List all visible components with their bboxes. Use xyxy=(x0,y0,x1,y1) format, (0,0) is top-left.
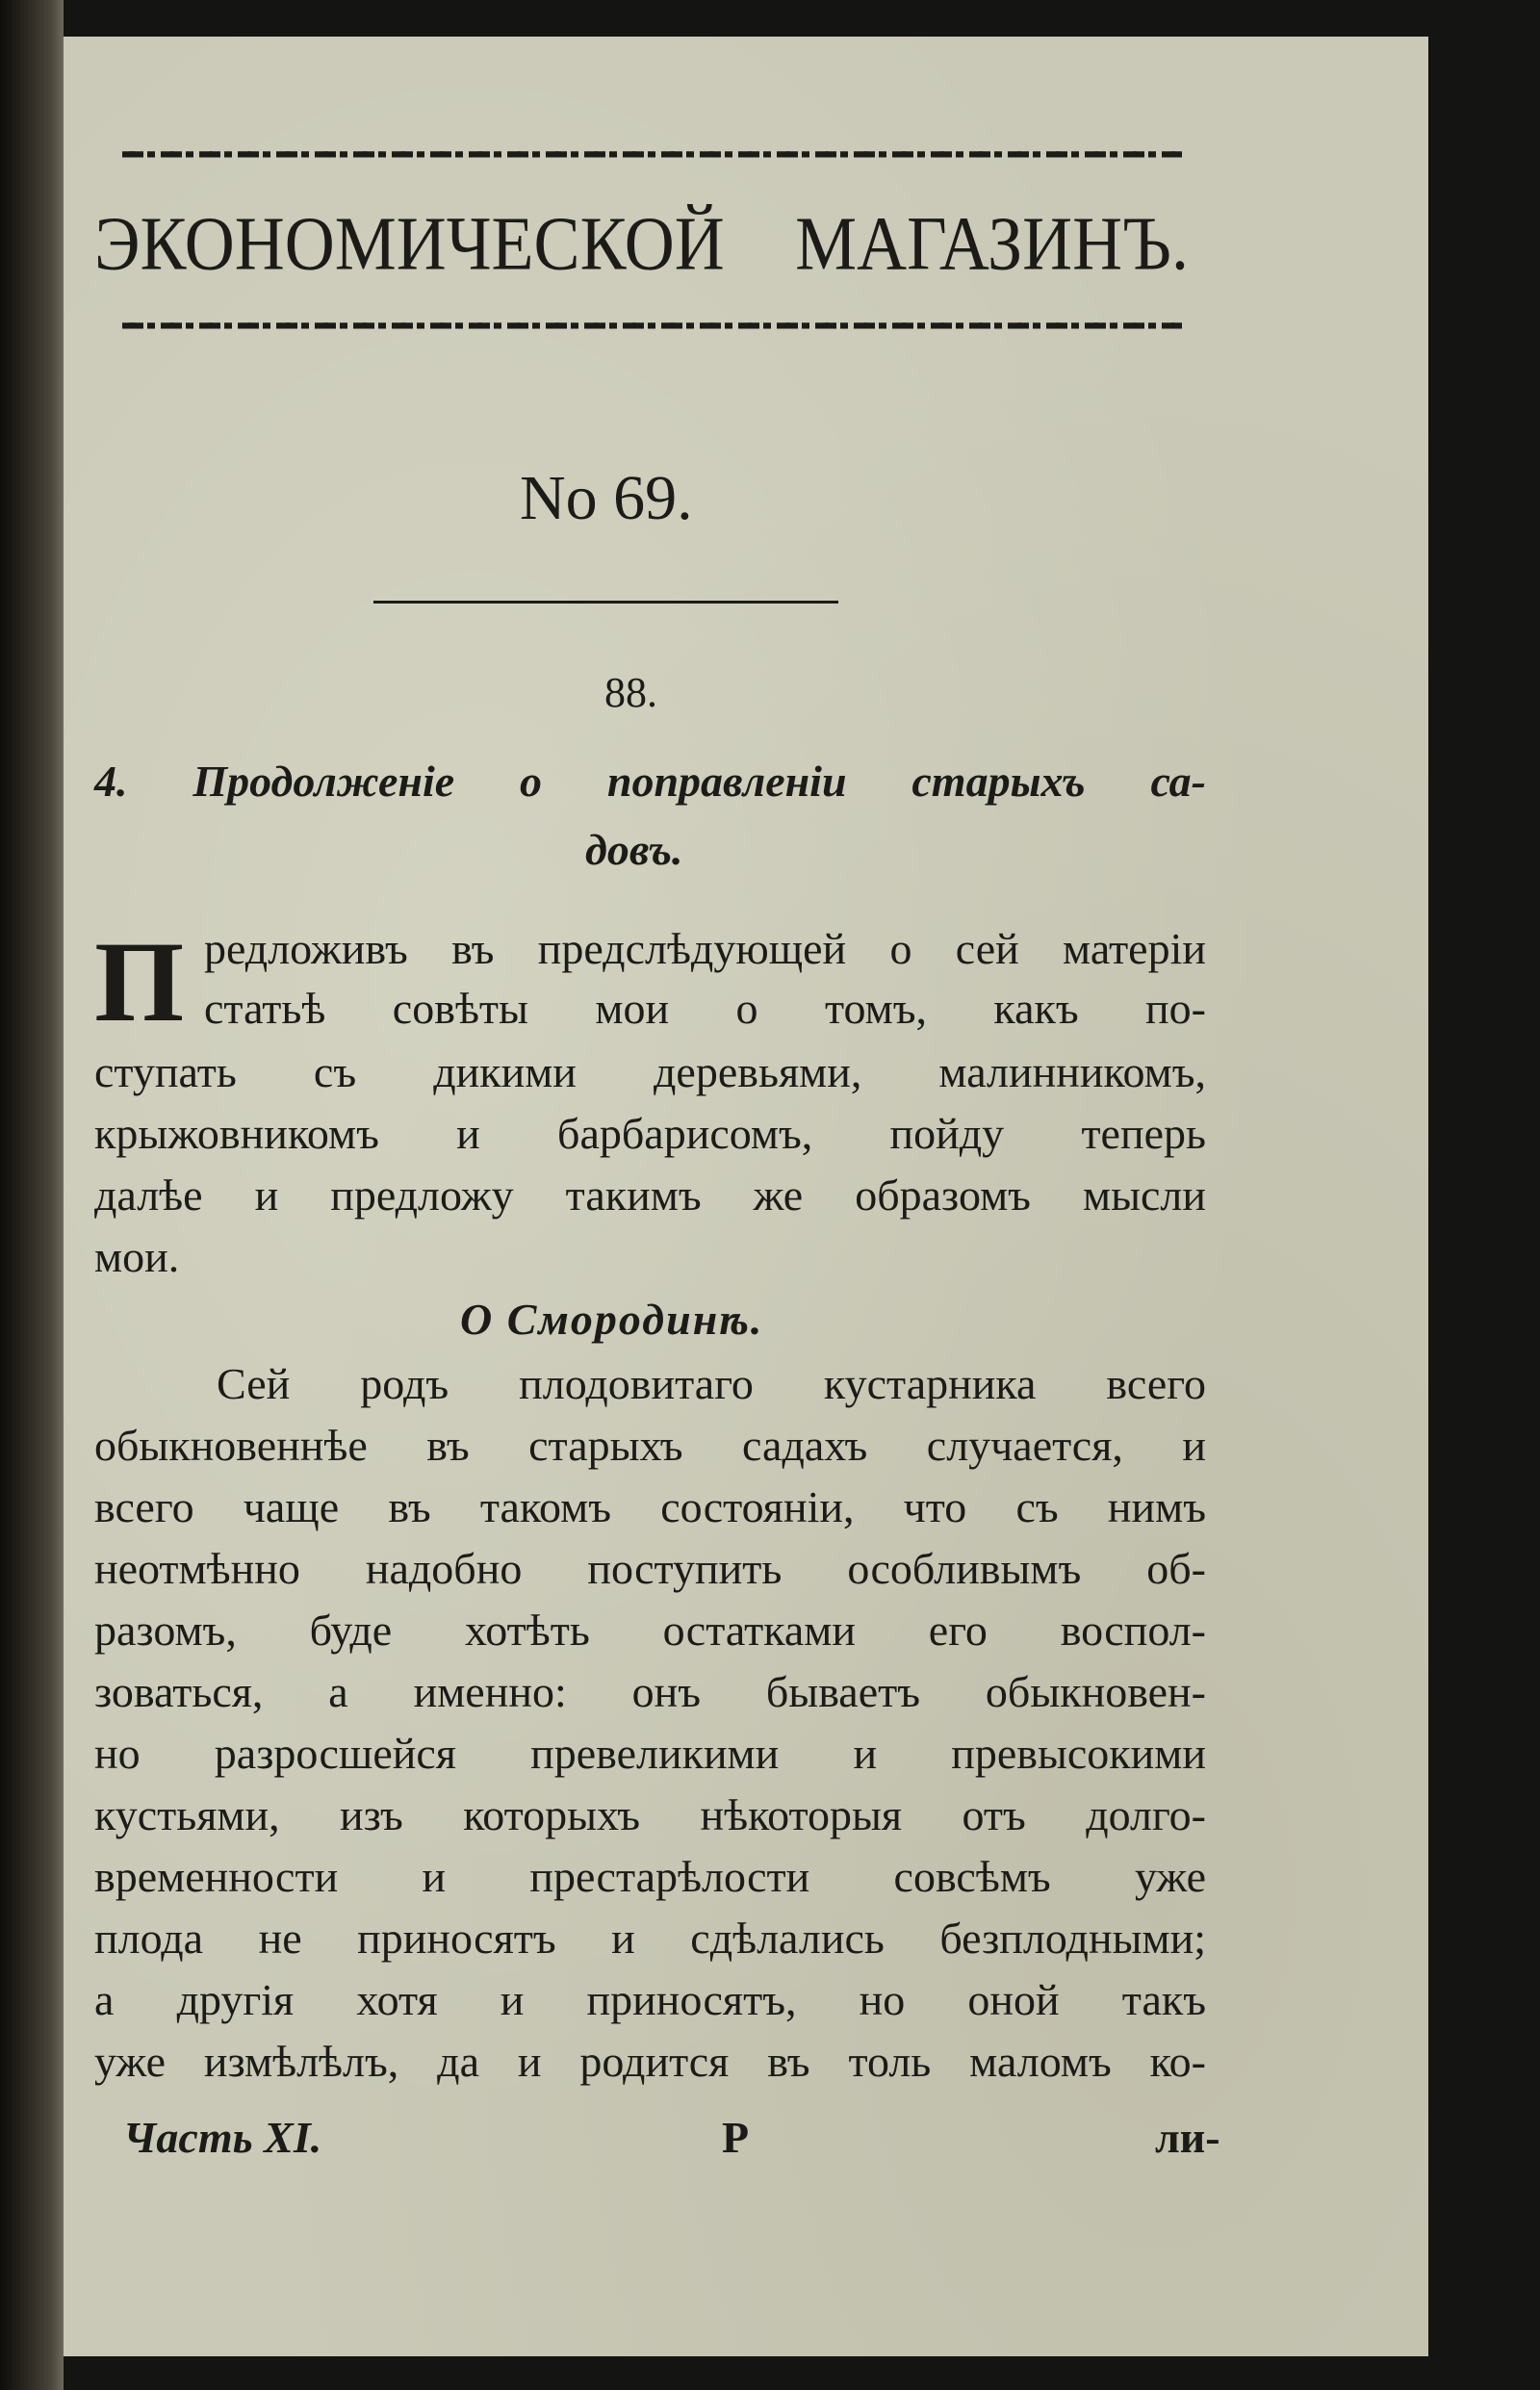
magazine-title: ЭКОНОМИЧЕСКОЙ МАГАЗИНЪ. xyxy=(94,200,1189,286)
article-heading: 4. Продолженіе о поправленіи старыхъ са- xyxy=(94,757,1206,806)
text-line: далѣе и предложу такимъ же образомъ мысли xyxy=(94,1170,1206,1220)
article-heading-cont: довъ. xyxy=(585,825,683,874)
footer-catchword: ли- xyxy=(1155,2113,1220,2162)
text-line: кустьями, изъ которыхъ нѣкоторыя отъ долго- xyxy=(94,1790,1206,1839)
text-line: обыкновеннѣе въ старыхъ садахъ случается, и xyxy=(94,1421,1206,1470)
section-title: О Смородинѣ. xyxy=(460,1295,764,1344)
book-spine xyxy=(0,0,64,2390)
text-line: зоваться, а именно: онъ бываетъ обыкновен- xyxy=(94,1667,1206,1716)
page-number: 88. xyxy=(604,669,657,716)
text-line: разомъ, буде хотѣть остатками его воспол- xyxy=(94,1606,1206,1655)
footer-signature: Р xyxy=(722,2113,750,2162)
issue-number: No 69. xyxy=(520,463,693,533)
text-line: ступать съ дикими деревьями, малинникомъ, xyxy=(94,1047,1206,1096)
text-line: но разросшейся превеликими и превысокими xyxy=(94,1729,1206,1778)
text-line: статьѣ совѣты мои о томъ, какъ по- xyxy=(204,984,1206,1033)
text-line: крыжовникомъ и барбарисомъ, пойду теперь xyxy=(94,1109,1206,1158)
footer-part: Часть XI. xyxy=(123,2113,322,2162)
text-line: неотмѣнно надобно поступить особливымъ об- xyxy=(94,1544,1206,1593)
text-line: Сей родъ плодовитаго кустарника всего xyxy=(217,1359,1206,1408)
text-line: временности и престарѣлости совсѣмъ уже xyxy=(94,1852,1206,1901)
text-line: а другія хотя и приносятъ, но оной такъ xyxy=(94,1975,1206,2024)
divider-rule xyxy=(373,601,838,604)
drop-cap: П xyxy=(94,917,185,1045)
text-line: всего чаще въ такомъ состояніи, что съ нимъ xyxy=(94,1482,1206,1531)
text-line: редложивъ въ предслѣдующей о сей матеріи xyxy=(204,924,1206,973)
text-line: уже измѣлѣлъ, да и родится въ толь маломъ ко- xyxy=(94,2037,1206,2086)
text-line: мои. xyxy=(94,1232,180,1281)
text-line: плода не приносятъ и сдѣлались безплодными; xyxy=(94,1914,1206,1963)
